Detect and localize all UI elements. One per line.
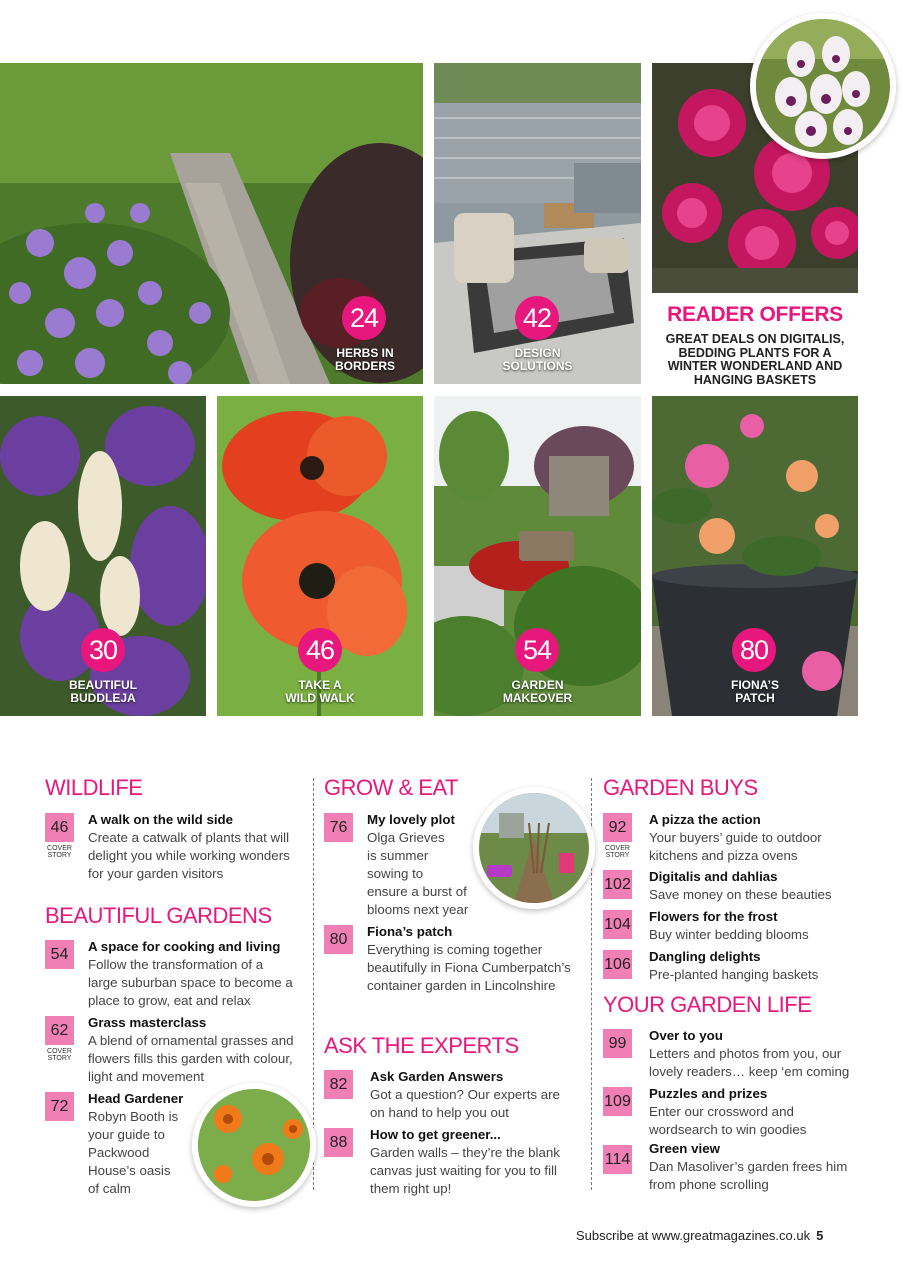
entry-description: Enter our crossword and	[649, 1104, 794, 1119]
entry-title: Ask Garden Answers	[370, 1069, 504, 1084]
reader-offers-subtitle: GREAT DEALS ON DIGITALIS, BEDDING PLANTS FOR A WINTER WONDERLAND AND HANGING BASKETS	[665, 332, 845, 387]
reader-offers-title: READER OFFERS	[667, 303, 843, 326]
allotment-circle-photo	[473, 787, 595, 909]
section-title-grow-eat: GROW & EAT	[324, 775, 458, 800]
entry-description: beautifully in Fiona Cumberpatch’s	[367, 960, 571, 975]
cover-story-tag: COVER STORY	[47, 845, 72, 859]
entry-description: Packwood	[88, 1145, 150, 1160]
digitalis-circle-photo	[750, 13, 896, 159]
entry-description: light and movement	[88, 1069, 205, 1084]
page-number: 109	[603, 1087, 632, 1116]
entry-description: large suburban space to become a	[88, 975, 293, 990]
photo-garden-makeover	[434, 396, 641, 716]
photo-label: DESIGN SOLUTIONS	[502, 346, 573, 373]
entry-title: Over to you	[649, 1028, 723, 1043]
subscribe-link[interactable]: Subscribe at www.greatmagazines.co.uk	[576, 1228, 811, 1243]
entry-description: House’s oasis	[88, 1163, 171, 1178]
entry-description: flowers fills this garden with colour,	[88, 1051, 293, 1066]
entry-description: Pre-planted hanging baskets	[649, 967, 819, 982]
entry-description: Save money on these beauties	[649, 887, 832, 902]
entry-description: canvas just waiting for you to fill	[370, 1163, 557, 1178]
entry-title: How to get greener...	[370, 1127, 501, 1142]
entry-title: A space for cooking and living	[88, 939, 281, 954]
page-number-badge: 24	[342, 296, 386, 340]
entry-description: container garden in Lincolnshire	[367, 978, 556, 993]
page-number: 76	[324, 813, 353, 842]
page-number: 54	[45, 940, 74, 969]
entry-description: of calm	[88, 1181, 131, 1196]
entry-description: Buy winter bedding blooms	[649, 927, 809, 942]
entry-description: Everything is coming together	[367, 942, 543, 957]
page-number: 92	[603, 813, 632, 842]
entry-title: A pizza the action	[649, 812, 761, 827]
entry-title: My lovely plot	[367, 812, 455, 827]
entry-title: Digitalis and dahlias	[649, 869, 778, 884]
photo-beautiful-buddleja	[0, 396, 206, 716]
entry-title: Fiona’s patch	[367, 924, 453, 939]
page-number: 72	[45, 1092, 74, 1121]
photo-label: GARDEN MAKEOVER	[502, 678, 573, 705]
entry-title: Puzzles and prizes	[649, 1086, 768, 1101]
page-number: 46	[45, 813, 74, 842]
entry-description: them right up!	[370, 1181, 452, 1196]
photo-fionas-patch	[652, 396, 858, 716]
entry-description: Robyn Booth is	[88, 1109, 179, 1124]
entry-description: Your buyers’ guide to outdoor	[649, 830, 822, 845]
entry-title: Flowers for the frost	[649, 909, 778, 924]
entry-title: Dangling delights	[649, 949, 761, 964]
allotment-image	[479, 793, 589, 903]
entry-title: Green view	[649, 1141, 720, 1156]
cover-story-tag: COVER STORY	[47, 1048, 72, 1062]
entry-title: A walk on the wild side	[88, 812, 234, 827]
entry-description: from phone scrolling	[649, 1177, 769, 1192]
entry-description: kitchens and pizza ovens	[649, 848, 798, 863]
section-title-garden-buys: GARDEN BUYS	[603, 775, 758, 800]
entry-description: delight you while working wonders	[88, 848, 290, 863]
entry-description: A blend of ornamental grasses and	[88, 1033, 294, 1048]
entry-description: ensure a burst of	[367, 884, 467, 899]
page-number: 82	[324, 1070, 353, 1099]
entry-description: on hand to help you out	[370, 1105, 509, 1120]
calendula-image	[198, 1089, 310, 1201]
photo-design-solutions	[434, 63, 641, 384]
page-number-badge: 54	[515, 628, 559, 672]
entry-description: Letters and photos from you, our	[649, 1046, 842, 1061]
cover-story-tag: COVER STORY	[605, 845, 630, 859]
footer	[576, 1228, 823, 1243]
page-number: 80	[324, 925, 353, 954]
photo-take-a-wild-walk	[217, 396, 423, 716]
photo-label: TAKE A WILD WALK	[285, 678, 355, 705]
page-number: 106	[603, 950, 632, 979]
entry-description: Create a catwalk of plants that will	[88, 830, 290, 845]
head-gardener-circle-photo	[192, 1083, 316, 1207]
page-number: 99	[603, 1029, 632, 1058]
page-number: 62	[45, 1016, 74, 1045]
entry-title: Head Gardener	[88, 1091, 184, 1106]
entry-description: wordsearch to win goodies	[649, 1122, 807, 1137]
entry-description: for your garden visitors	[88, 866, 224, 881]
photo-label: HERBS IN BORDERS	[334, 346, 395, 373]
entry-description: Garden walls – they’re the blank	[370, 1145, 560, 1160]
entry-title: Grass masterclass	[88, 1015, 207, 1030]
page-number-badge: 42	[515, 296, 559, 340]
entry-description: place to grow, eat and relax	[88, 993, 251, 1008]
entry-description: Follow the transformation of a	[88, 957, 264, 972]
entry-description: lovely readers… keep ‘em coming	[649, 1064, 850, 1079]
entry-description: sowing to	[367, 866, 424, 881]
section-title-your-garden-life: YOUR GARDEN LIFE	[603, 992, 812, 1017]
photo-label: BEAUTIFUL BUDDLEJA	[69, 678, 137, 705]
section-title-beautiful-gardens: BEAUTIFUL GARDENS	[45, 903, 272, 928]
photo-herbs-in-borders	[0, 63, 423, 384]
digitalis-image	[756, 19, 890, 153]
entry-description: your guide to	[88, 1127, 165, 1142]
page-number: 102	[603, 870, 632, 899]
page-number: 104	[603, 910, 632, 939]
entry-description: is summer	[367, 848, 429, 863]
page-number: 114	[603, 1145, 632, 1174]
page-number-footer: 5	[816, 1228, 824, 1243]
section-title-wildlife: WILDLIFE	[45, 775, 143, 800]
entry-description: Dan Masoliver’s garden frees him	[649, 1159, 848, 1174]
page-number-badge: 30	[81, 628, 125, 672]
entry-description: Got a question? Our experts are	[370, 1087, 560, 1102]
photo-label: FIONA’S PATCH	[730, 678, 779, 705]
page-number-badge: 80	[732, 628, 776, 672]
section-title-ask-the-experts: ASK THE EXPERTS	[324, 1033, 519, 1058]
entry-description: Olga Grieves	[367, 830, 445, 845]
entry-description: blooms next year	[367, 902, 469, 917]
page-number-badge: 46	[298, 628, 342, 672]
page-number: 88	[324, 1128, 353, 1157]
